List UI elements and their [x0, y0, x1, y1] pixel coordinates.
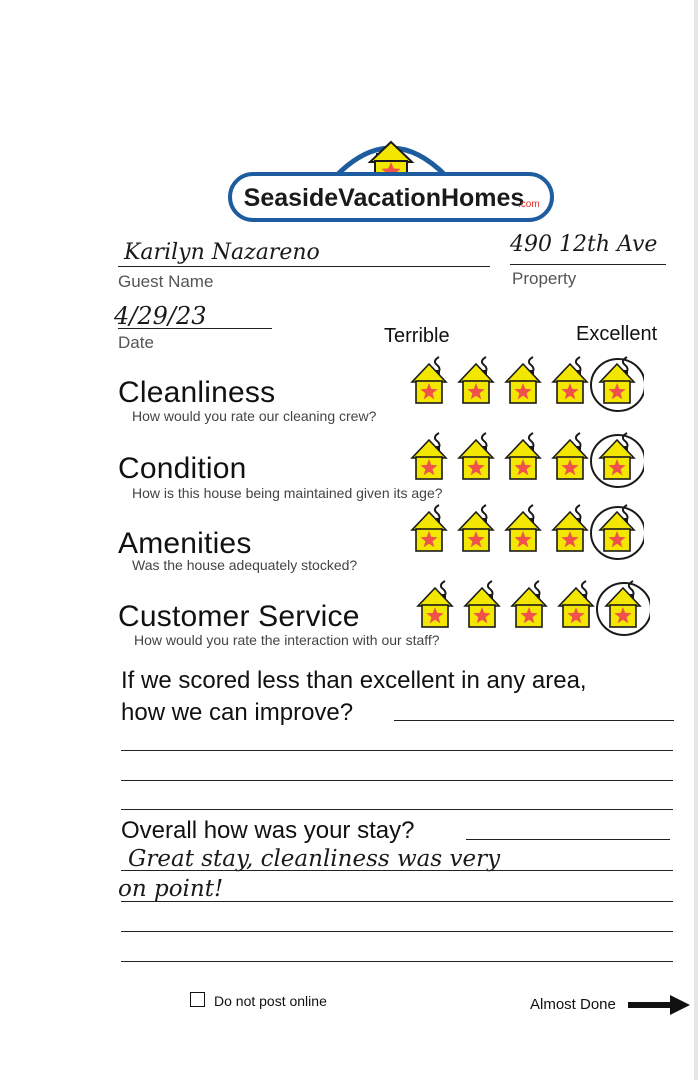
date-value[interactable]: 4/29/23 — [114, 302, 207, 330]
house-star-icon[interactable] — [553, 357, 587, 403]
scale-low-label: Terrible — [384, 325, 450, 347]
scan-edge — [694, 0, 698, 1080]
property-label: Property — [512, 269, 577, 288]
overall-answer-line-4[interactable] — [121, 931, 673, 932]
guest-name-label: Guest Name — [118, 272, 214, 291]
improve-answer-line-1[interactable] — [394, 720, 674, 721]
rating-customer-service[interactable] — [410, 576, 650, 636]
house-star-icon[interactable] — [600, 433, 634, 479]
logo-brand-text: SeasideVacationHomes — [243, 184, 525, 212]
house-star-icon[interactable] — [459, 357, 493, 403]
question-condition: How is this house being maintained given its age? — [132, 485, 443, 501]
overall-answer-line-5[interactable] — [121, 961, 673, 962]
date-line — [118, 328, 272, 329]
improve-question-line1: If we scored less than excellent in any area, — [121, 667, 587, 694]
rating-amenities[interactable] — [404, 500, 644, 560]
question-customer-service: How would you rate the interaction with our staff? — [134, 632, 440, 648]
overall-answer-line1[interactable]: Great stay, cleanliness was very — [128, 846, 501, 872]
improve-answer-line-4[interactable] — [121, 809, 673, 810]
house-star-icon[interactable] — [553, 433, 587, 479]
question-amenities: Was the house adequately stocked? — [132, 557, 358, 573]
category-amenities: Amenities — [118, 527, 252, 560]
house-star-icon[interactable] — [418, 581, 452, 627]
rating-cleanliness[interactable] — [404, 352, 644, 412]
do-not-post-checkbox[interactable] — [190, 992, 205, 1007]
overall-answer-line-2[interactable] — [121, 870, 673, 871]
overall-answer-line-1[interactable] — [466, 839, 670, 840]
house-star-icon[interactable] — [506, 357, 540, 403]
house-star-icon[interactable] — [412, 505, 446, 551]
house-star-icon[interactable] — [412, 433, 446, 479]
house-star-icon[interactable] — [506, 505, 540, 551]
rating-condition[interactable] — [404, 428, 644, 488]
logo-tld-text: .com — [518, 199, 540, 210]
house-star-icon[interactable] — [553, 505, 587, 551]
almost-done-label: Almost Done — [530, 996, 616, 1013]
house-star-icon[interactable] — [512, 581, 546, 627]
guest-name-line — [118, 266, 490, 267]
house-star-icon[interactable] — [506, 433, 540, 479]
house-star-icon[interactable] — [459, 505, 493, 551]
overall-answer-line2[interactable]: on point! — [118, 876, 224, 902]
house-star-icon[interactable] — [412, 357, 446, 403]
category-customer-service: Customer Service — [118, 600, 360, 633]
category-condition: Condition — [118, 452, 247, 485]
improve-question-line2: how we can improve? — [121, 699, 354, 726]
improve-answer-line-2[interactable] — [121, 750, 673, 751]
guest-name-value[interactable]: Karilyn Nazareno — [124, 240, 320, 265]
category-cleanliness: Cleanliness — [118, 376, 276, 409]
do-not-post-label: Do not post online — [214, 993, 327, 1009]
question-cleanliness: How would you rate our cleaning crew? — [132, 408, 377, 424]
brand-logo — [226, 128, 556, 224]
scale-high-label: Excellent — [576, 323, 658, 345]
overall-question: Overall how was your stay? — [121, 817, 415, 844]
property-line — [510, 264, 666, 265]
improve-answer-line-3[interactable] — [121, 780, 673, 781]
house-star-icon[interactable] — [600, 505, 634, 551]
house-star-icon[interactable] — [465, 581, 499, 627]
house-star-icon[interactable] — [606, 581, 640, 627]
property-value[interactable]: 490 12th Ave — [510, 232, 658, 257]
house-star-icon[interactable] — [459, 433, 493, 479]
overall-answer-line-3[interactable] — [121, 901, 673, 902]
next-arrow-icon[interactable] — [628, 994, 692, 1018]
date-label: Date — [118, 333, 154, 352]
house-star-icon[interactable] — [600, 357, 634, 403]
house-star-icon[interactable] — [559, 581, 593, 627]
